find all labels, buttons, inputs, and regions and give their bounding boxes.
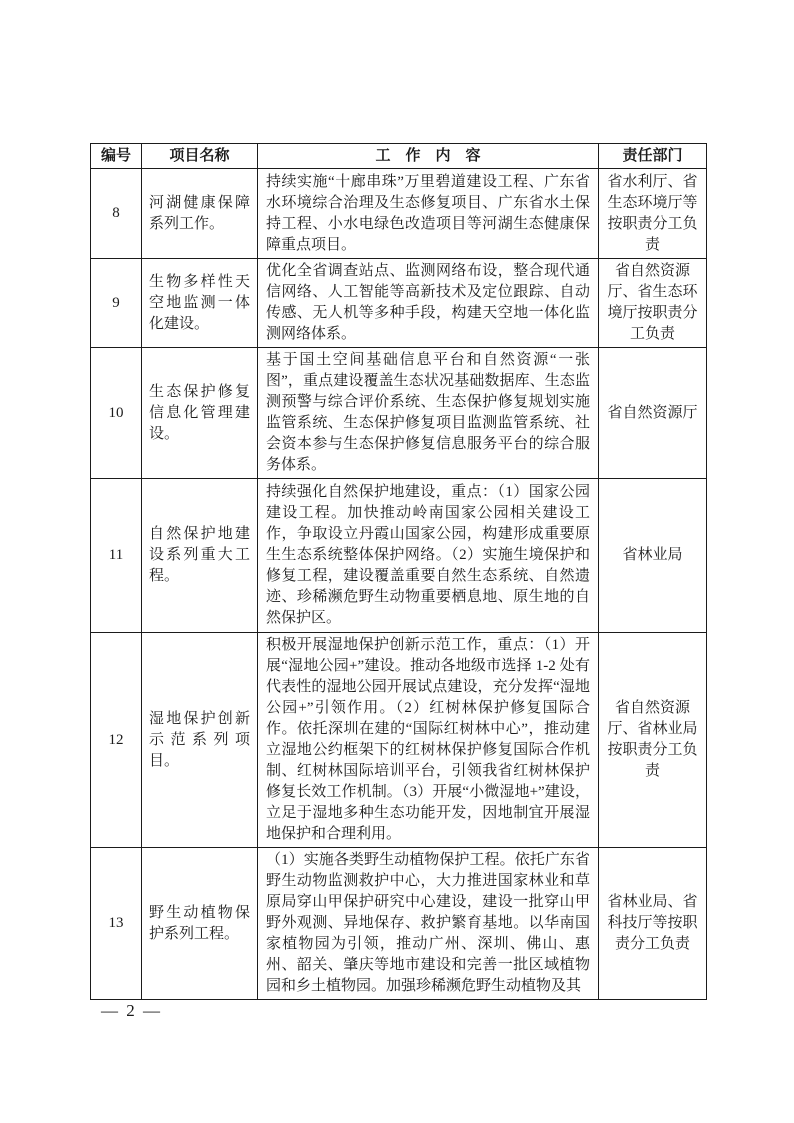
project-name: 自然保护地建设系列重大工程。 bbox=[142, 479, 258, 633]
page-number: — 2 — bbox=[101, 1001, 162, 1020]
table-row bbox=[91, 479, 707, 633]
project-table bbox=[90, 143, 707, 1000]
row-id: 10 bbox=[91, 348, 142, 479]
column-header-dept: 责任部门 bbox=[599, 144, 707, 169]
work-content: 优化全省调查站点、监测网络布设，整合现代通信网络、人工智能等高新技术及定位跟踪、自动传感、无人机等多种手段，构建天空地一体化监测网络体系。 bbox=[258, 259, 599, 348]
table-row bbox=[91, 348, 707, 479]
responsible-dept: 省林业局 bbox=[599, 479, 707, 633]
project-name: 河湖健康保障系列工作。 bbox=[142, 169, 258, 259]
row-id: 13 bbox=[91, 848, 142, 1000]
project-name: 生物多样性天空地监测一体化建设。 bbox=[142, 259, 258, 348]
work-content: 积极开展湿地保护创新示范工作，重点：（1）开展“湿地公园+”建设。推动各地级市选择 1-2 处有代表性的湿地公园开展试点建设，充分发挥“湿地公园+”引领作用。（2）红树林保护修复国际合作。依托深圳在建的“国际红树林中心”，推动建立湿地公约框架下的红树林保护修复国际合作机制、红树林国际培训平台，引领我省红树林保护修复长效工作机制。（3）开展“小微湿地+”建设，立足于湿地多种生态功能开发，因地制宜开展湿地保护和合理利用。 bbox=[258, 633, 599, 848]
table-row bbox=[91, 848, 707, 1000]
column-header-content: 工 作 内 容 bbox=[258, 144, 599, 169]
row-id: 9 bbox=[91, 259, 142, 348]
column-header-id: 编号 bbox=[91, 144, 142, 169]
responsible-dept: 省水利厅、省生态环境厅等按职责分工负责 bbox=[599, 169, 707, 259]
table-row bbox=[91, 169, 707, 259]
row-id: 12 bbox=[91, 633, 142, 848]
project-name: 湿地保护创新示范系列项目。 bbox=[142, 633, 258, 848]
responsible-dept: 省自然资源厅 bbox=[599, 348, 707, 479]
responsible-dept: 省自然资源厅、省生态环境厅按职责分工负责 bbox=[599, 259, 707, 348]
table-header-row bbox=[91, 144, 707, 169]
column-header-name: 项目名称 bbox=[142, 144, 258, 169]
work-content: 持续实施“十廊串珠”万里碧道建设工程、广东省水环境综合治理及生态修复项目、广东省水土保持工程、小水电绿色改造项目等河湖生态健康保障重点项目。 bbox=[258, 169, 599, 259]
table-row bbox=[91, 633, 707, 848]
work-content: 持续强化自然保护地建设，重点：（1）国家公园建设工程。加快推动岭南国家公园相关建设工作，争取设立丹霞山国家公园，构建形成重要原生生态系统整体保护网络。（2）实施生境保护和修复工程，建设覆盖重要自然生态系统、自然遗迹、珍稀濒危野生动物重要栖息地、原生地的自然保护区。 bbox=[258, 479, 599, 633]
project-name: 生态保护修复信息化管理建设。 bbox=[142, 348, 258, 479]
work-content: （1）实施各类野生动植物保护工程。依托广东省野生动物监测救护中心，大力推进国家林业和草原局穿山甲保护研究中心建设，建设一批穿山甲野外观测、异地保存、救护繁育基地。以华南国家植物园为引领，推动广州、深圳、佛山、惠州、韶关、肇庆等地市建设和完善一批区域植物园和乡土植物园。加强珍稀濒危野生动植物及其 bbox=[258, 848, 599, 1000]
responsible-dept: 省自然资源厅、省林业局按职责分工负责 bbox=[599, 633, 707, 848]
project-name: 野生动植物保护系列工程。 bbox=[142, 848, 258, 1000]
table-row bbox=[91, 259, 707, 348]
responsible-dept: 省林业局、省科技厅等按职责分工负责 bbox=[599, 848, 707, 1000]
row-id: 8 bbox=[91, 169, 142, 259]
row-id: 11 bbox=[91, 479, 142, 633]
work-content: 基于国土空间基础信息平台和自然资源“一张图”，重点建设覆盖生态状况基础数据库、生态监测预警与综合评价系统、生态保护修复规划实施监管系统、生态保护修复项目监测监管系统、社会资本参与生态保护修复信息服务平台的综合服务体系。 bbox=[258, 348, 599, 479]
